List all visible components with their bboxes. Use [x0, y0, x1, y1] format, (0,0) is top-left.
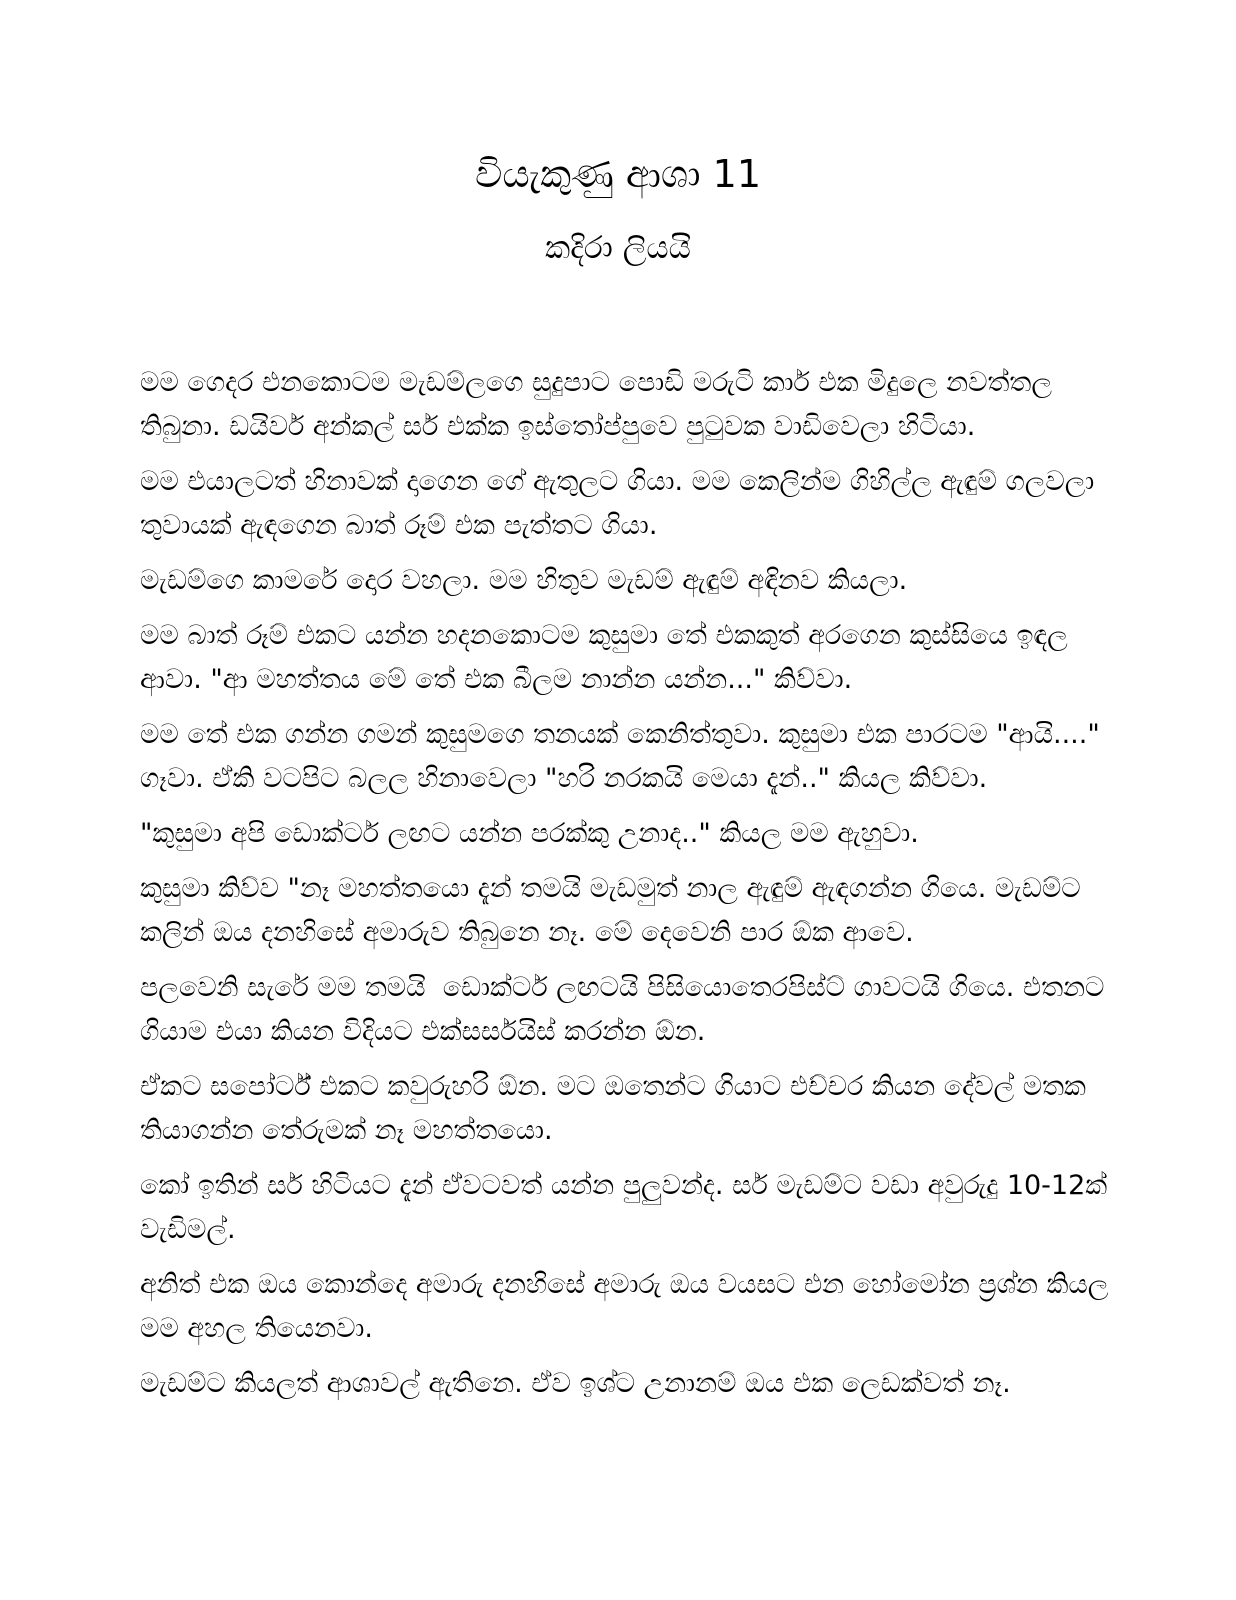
paragraph: මම එයාලටත් හිනාවක් දාගෙන ගේ ඇතුලට ගියා. මම කෙලින්ම ගිහිල්ල ඇඳුම් ගලවලා තුවායක් ඇඳගෙන බාත් රූම් එක පැත්තට ගියා. [140, 466, 1103, 541]
paragraph: මැඩම්ට කියලත් ආශාවල් ඇතිනෙ. ඒව ඉශ්ට උනානම් ඔය එක ලෙඩක්වත් නෑ. [140, 1368, 1011, 1399]
paragraph: ඒකට සපෝර්ට් එකට කවුරුහරි ඕන. මට ඔතෙන්ට ගියාට එච්චර කියන දේවල් මතක තියාගන්න තේරුමක් නෑ මහත්තයො. [140, 1071, 1095, 1146]
page-subtitle: කදිරා ලියයි [545, 230, 691, 266]
paragraph: මම තේ එක ගන්න ගමන් කුසුමගෙ තනයක් කෙනිත්තුවා. කුසුමා එක පාරටම "ආයි...." ගෑවා. ඒකි වටපිට බලල හිනාවෙලා "හරි නරකයි මෙයා දැන්.." කියල කිව්වා. [140, 719, 1109, 794]
paragraph: කුසුමා කිව්ව "නෑ මහත්තයො දැන් තමයි මැඩමුත් නාල ඇඳුම් ඇඳගන්න ගියෙ. මැඩම්ට කලින් ඔය දනහිසේ අමාරුව තිබුනෙ නෑ. මේ දෙවෙනි පාර ඕක ආවෙ. [140, 873, 1090, 948]
paragraph: කෝ ඉතින් සර් හිටියට දැන් ඒවටවත් යන්න පුලුවන්ද. සර් මැඩම්ට වඩා අවුරුදු 10-12ක් වැඩිමල්. [140, 1170, 1116, 1245]
page-title: වියැකුණු ආශා 11 [475, 152, 761, 196]
paragraph: මැඩම්ගෙ කාමරේ දොර වහලා. මම හිතුව මැඩම් ඇඳුම් අඳිනව කියලා. [140, 565, 908, 596]
paragraph: අනිත් එක ඔය කොන්දෙ අමාරු දනහිසේ අමාරු ඔය වයසට එන හෝමෝන ප්‍රශ්න කියල මම අහල තියෙනවා. [140, 1269, 1117, 1344]
paragraph: පලවෙනි සැරේ මම තමයි ඩොක්ටර් ලඟටයි පිසියොතෙරපිස්ට් ගාවටයි ගියෙ. එතනට ගියාම එයා කියන විදියට එක්සර්සයිස් කරන්න ඕන. [140, 972, 1114, 1047]
paragraph: මම බාත් රූම් එකට යන්න හදනකොටම කුසුමා තේ එකකුත් අරගෙන කුස්සියෙ ඉඳල ආවා. "ආ මහත්තය මේ තේ එක බීලම නාන්න යන්න..." කිව්වා. [140, 620, 1077, 695]
paragraph: "කුසුමා අපි ඩොක්ටර් ලඟට යන්න පරක්කු උනාද.." කියල මම ඇහුවා. [140, 818, 919, 849]
paragraph: මම ගෙදර එනකොටම මැඩම්ලගෙ සුදුපාට පොඩි මරුටි කාර් එක මිදුලෙ නවත්තල තිබුනා. ඩයිවර් අන්කල් සර් එක්ක ඉස්තෝප්පුවෙ පුටුවක වාඩිවෙලා හිටියා. [140, 367, 1061, 442]
document-body [0, 361, 1236, 1406]
